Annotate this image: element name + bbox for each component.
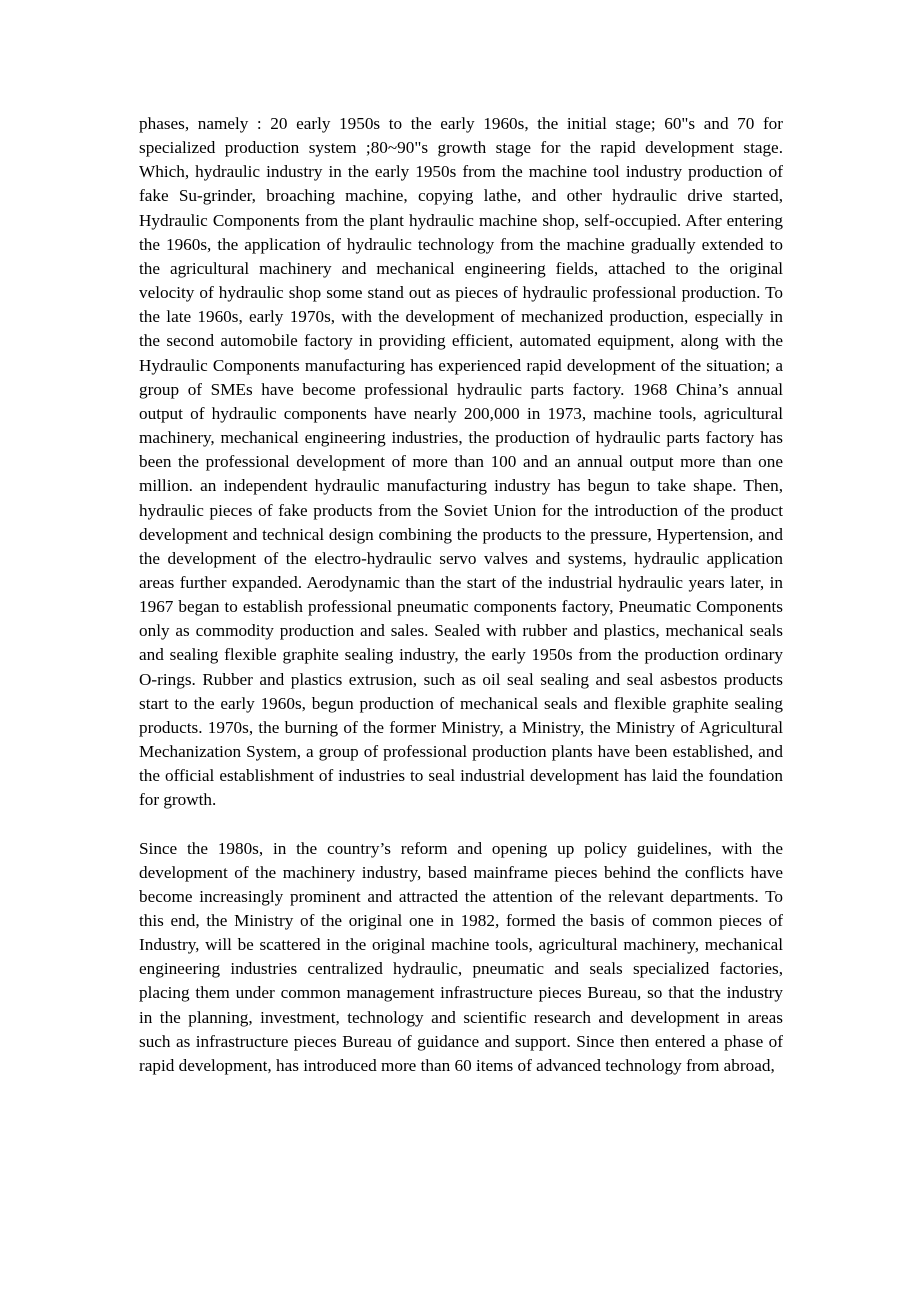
paragraph-reform-period: Since the 1980s, in the country’s reform and opening up policy guidelines, with the development of the machinery industry, based mainframe pieces behind the conflicts have become increasingly prominent and attracted the attention of the relevant departments. To this end, the Ministry of the original one in 1982, formed the basis of common pieces of Industry, will be scattered in the original machine tools, agricultural machinery, mechanical engineering industries centralized hydraulic, pneumatic and seals specialized factories, placing them under common management infrastructure pieces Bureau, so that the industry in the planning, investment, technology and scientific research and development in areas such as infrastructure pieces Bureau of guidance and support. Since then entered a phase of rapid development, has introduced more than 60 items of advanced technology from abroad, bbox=[139, 838, 783, 1075]
document-page bbox=[139, 112, 783, 1078]
paragraph-history-of-hydraulic-industry: phases, namely : 20 early 1950s to the early 1960s, the initial stage; 60"s and 70 for specialized production system ;80~90"s growth stage for the rapid development stage. Which, hydraulic industry in the early 1950s from the machine tool industry production of fake Su-grinder, broaching machine, copying lathe, and other hydraulic drive started, Hydraulic Components from the plant hydraulic machine shop, self-occupied. After entering the 1960s, the application of hydraulic technology from the machine gradually extended to the agricultural machinery and mechanical engineering fields, attached to the original velocity of hydraulic shop some stand out as pieces of hydraulic professional production. To the late 1960s, early 1970s, with the development of mechanized production, especially in the second automobile factory in providing efficient, automated equipment, along with the Hydraulic Components manufacturing has experienced rapid development of the situation; a group of SMEs have become professional hydraulic parts factory. 1968 China’s annual output of hydraulic components have nearly 200,000 in 1973, machine tools, agricultural machinery, mechanical engineering industries, the production of hydraulic parts factory has been the professional development of more than 100 and an annual output more than one million. an independent hydraulic manufacturing industry has begun to take shape. Then, hydraulic pieces of fake products from the Soviet Union for the introduction of the product development and technical design combining the products to the pressure, Hypertension, and the development of the electro-hydraulic servo valves and systems, hydraulic application areas further expanded. Aerodynamic than the start of the industrial hydraulic years later, in 1967 began to establish professional pneumatic components factory, Pneumatic Components only as commodity production and sales. Sealed with rubber and plastics, mechanical seals and sealing flexible graphite sealing industry, the early 1950s from the production ordinary O-rings. Rubber and plastics extrusion, such as oil seal sealing and seal asbestos products start to the early 1960s, begun production of mechanical seals and flexible graphite sealing products. 1970s, the burning of the former Ministry, a Ministry, the Ministry of Agricultural Mechanization System, a group of professional production plants have been established, and the official establishment of industries to seal industrial development has laid the foundation for growth. bbox=[139, 114, 783, 810]
